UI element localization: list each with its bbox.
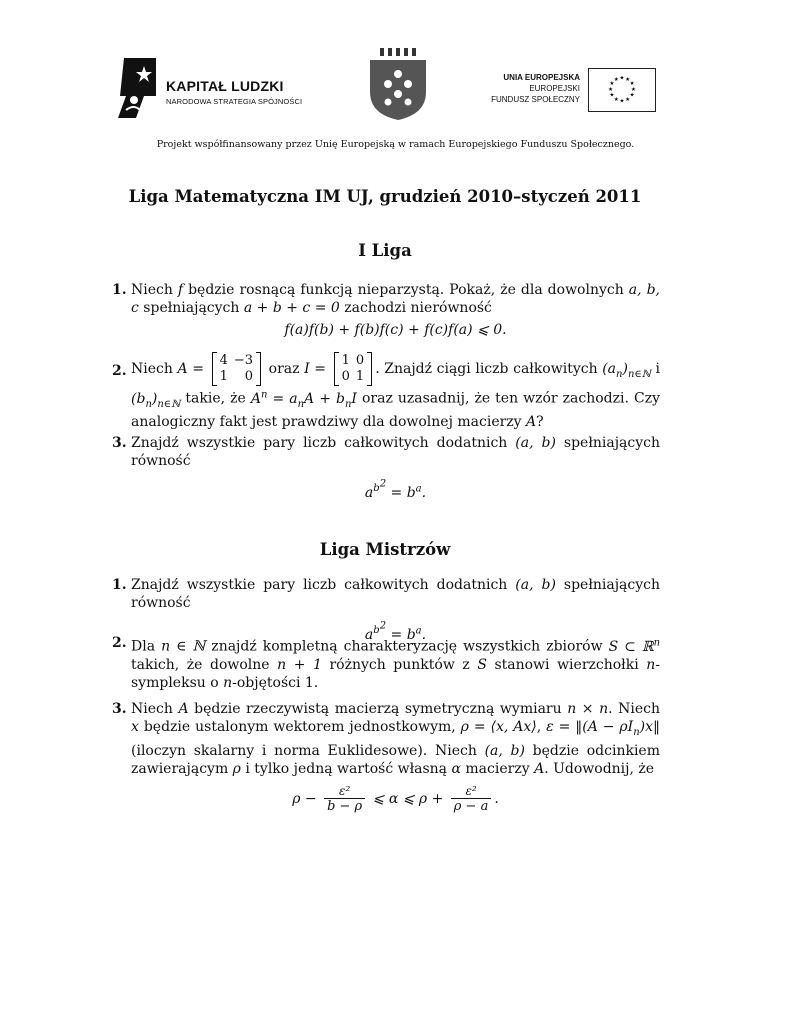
svg-text:★: ★ (609, 81, 615, 88)
kapital-ludzki-subtitle: NARODOWA STRATEGIA SPÓJNOŚCI (166, 97, 303, 106)
problem-number: 2. (112, 363, 127, 379)
svg-text:★: ★ (625, 96, 631, 103)
problem-number: 1. (112, 282, 127, 298)
problem-number: 3. (112, 435, 127, 451)
eu-line-2: EUROPEJSKI (529, 84, 580, 93)
document-title: Liga Matematyczna IM UJ, grudzień 2010–styczeń 2011 (128, 187, 642, 206)
fraction-1: $\frac{\text{ε²}}{b - \rho}$ (324, 784, 365, 814)
eu-line-3: FUNDUSZ SPOŁECZNY (491, 95, 580, 104)
display-inequality: ρ − $\frac{\text{ε²}}{b - \rho}$ ⩽ α ⩽ ρ + $\frac{\text{ε²}}{\rho - a}$ . (292, 783, 499, 814)
matrix-i: 1 0 0 1 (334, 352, 373, 386)
kapital-ludzki-logo-icon (116, 56, 160, 120)
svg-text:★: ★ (607, 86, 614, 93)
eu-line-1: UNIA EUROPEJSKA (503, 73, 580, 82)
eu-text-block (468, 72, 580, 105)
svg-text:★: ★ (613, 77, 619, 84)
svg-text:★: ★ (629, 92, 635, 99)
display-equation: f(a)f(b) + f(b)f(c) + f(c)f(a) ⩽ 0. (284, 322, 507, 338)
problem-number: 1. (112, 577, 127, 593)
display-equation: $a^{b^2} = b^a$. (364, 621, 427, 643)
problem-2-3: 3. Niech A będzie rzeczywistą macierzą symetryczną wymiaru n × n. Niech x będzie ustalonym wektorem jednostkowym, ρ = ⟨x, Ax⟩, ε = ‖(A − $\rho I_n)x‖$ (iloczyn skalarny i norma Euklidesowe). Niech (a, b) będzie odcinkiem zawierającym ρ i tylko jedną wartość własną α macierzy A. Udowodnij, że ρ − $\frac{\text{ε²}}{b - \rho}$ ⩽ α ⩽ ρ + $\frac{\text{ε²}}{\rho - a}$ . (112, 701, 660, 814)
fraction-2: $\frac{\text{ε²}}{\rho - a}$ (451, 784, 492, 814)
problem-1-3: 3. Znajdź wszystkie pary liczb całkowitych dodatnich (a, b) spełniających równość $a^{b^2} = b^a$. (112, 435, 660, 501)
eu-flag-icon (588, 68, 656, 112)
svg-text:★: ★ (609, 92, 615, 99)
kapital-ludzki-title: KAPITAŁ LUDZKI (166, 78, 284, 94)
svg-text:★: ★ (619, 98, 625, 105)
matrix-a: 4 −3 1 0 (212, 352, 261, 386)
display-equation: $a^{b^2} = b^a$. (364, 479, 427, 501)
problem-1-1: 1. Niech f będzie rosnącą funkcją nieparzystą. Pokaż, że dla dowolnych a, b, c spełniających a + b + c = 0 zachodzi nierówność f(a)f(b) + f(b)f(c) + f(c)f(a) ⩽ 0. (112, 282, 660, 338)
svg-text:★: ★ (630, 86, 637, 93)
problem-number: 2. (112, 635, 127, 651)
cofinance-note: Projekt współfinansowany przez Unię Europejską w ramach Europejskiego Funduszu Społecznego. (156, 139, 635, 150)
svg-text:★: ★ (613, 96, 619, 103)
problem-2-1: 1. Znajdź wszystkie pary liczb całkowitych dodatnich (a, b) spełniających równość $a^{b^2} = b^a$. (112, 577, 660, 643)
svg-text:★: ★ (625, 77, 631, 84)
problem-2-2: 2. Dla n ∈ ℕ znajdź kompletną charakteryzację wszystkich zbiorów S ⊂ ℝ$^n$ takich, że dowolne n + 1 różnych punktów z S stanowi wierzchołki n-sympleksu o n-objętości 1. (112, 635, 661, 691)
problem-number: 3. (112, 701, 127, 717)
section-title-liga-mistrzow: Liga Mistrzów (319, 540, 451, 559)
section-title-i-liga: I Liga (358, 241, 412, 260)
svg-text:★: ★ (619, 75, 625, 82)
university-crest-icon (366, 46, 430, 122)
problem-1-2: 2. Niech A = 4 −3 1 0 oraz I = 1 0 0 1 . Znajdź ciągi liczb całkowitych $(a_n)_{n\in ℕ}$ i $(b_n)_{n\in ℕ}$ takie, że $A^n = a_nA + b_nI$ oraz uzasadnij, że ten wzór zachodzi. Czy analogiczny fakt jest prawdziwy dla dowolnej macierzy A? (112, 353, 661, 431)
svg-text:★: ★ (629, 81, 635, 88)
